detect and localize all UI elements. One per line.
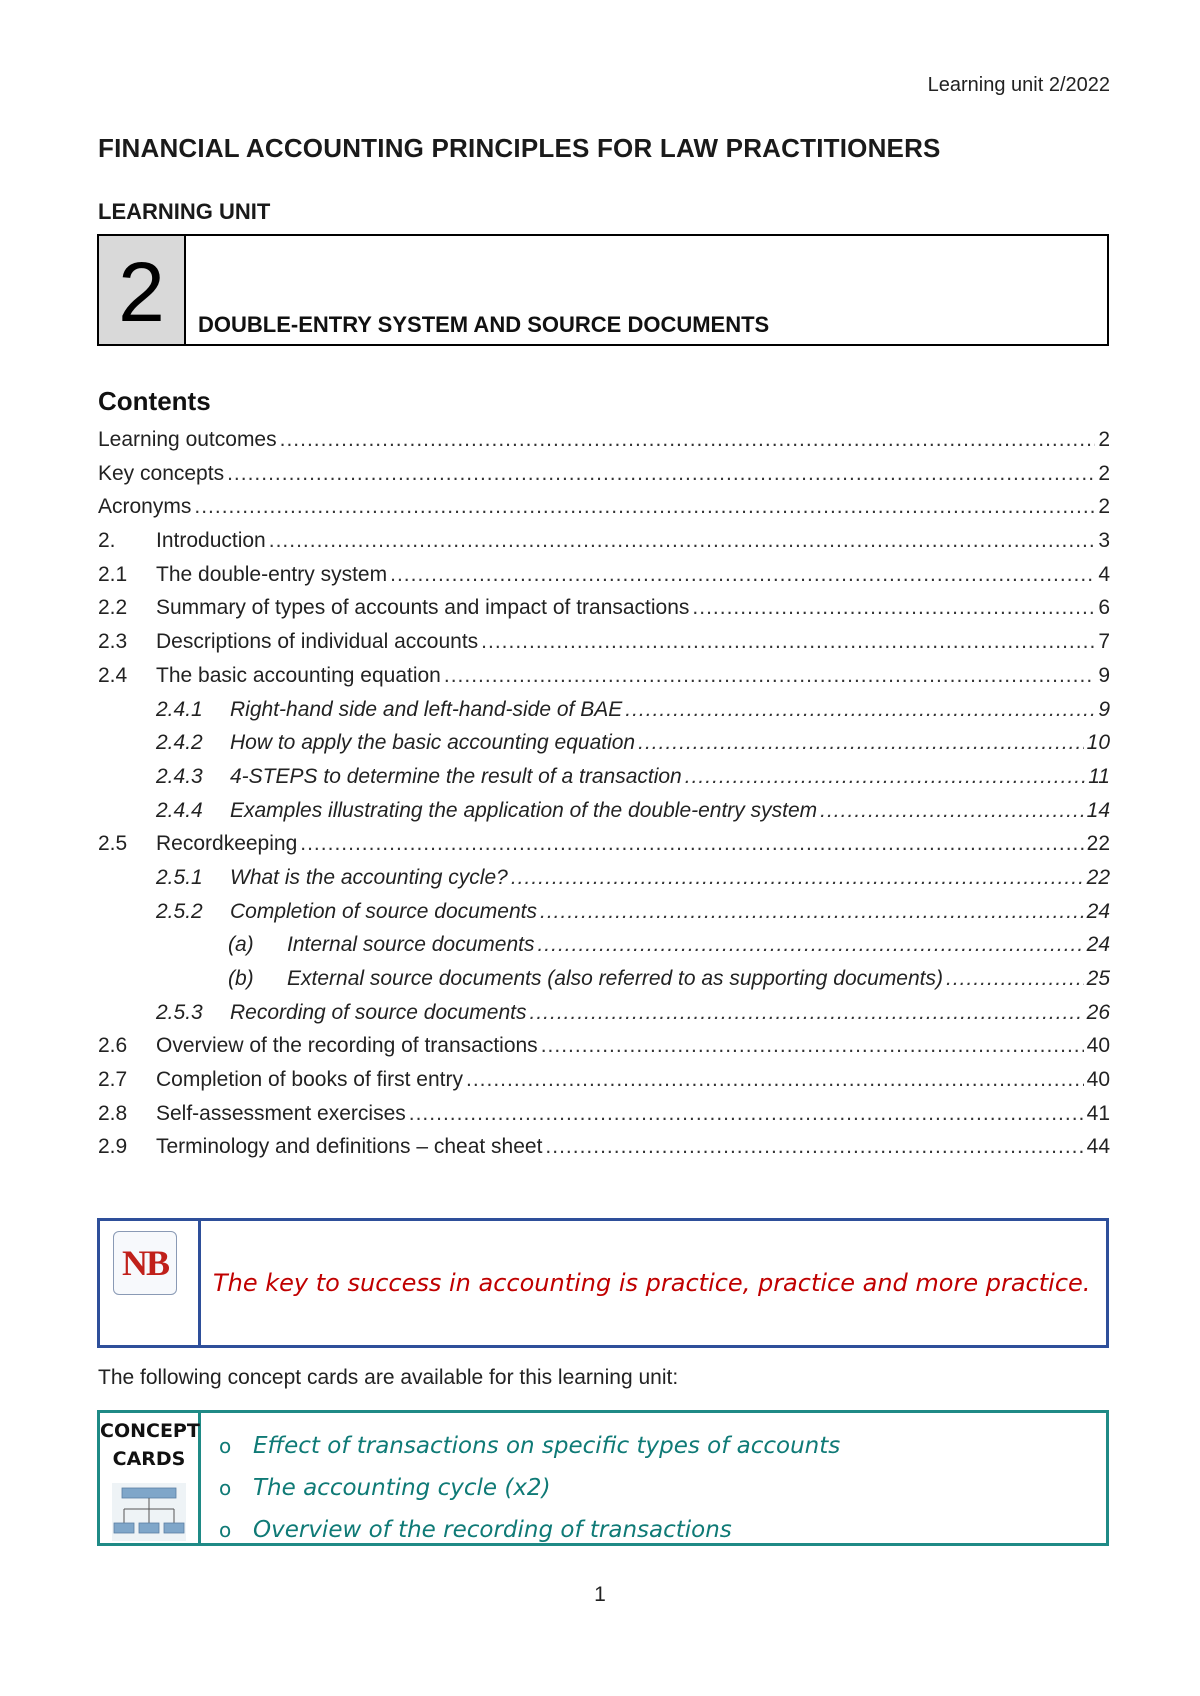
toc-leader-dots [685, 765, 1085, 789]
toc-entry [98, 1068, 1110, 1102]
concept-cards-label-cell [100, 1413, 201, 1543]
concept-cards-intro: The following concept cards are available for this learning unit: [98, 1366, 679, 1389]
document-title: FINANCIAL ACCOUNTING PRINCIPLES FOR LAW PRACTITIONERS [98, 133, 941, 163]
nb-logo-cell [100, 1221, 201, 1345]
toc-entry-number: 2.3 [98, 630, 128, 654]
toc-entry-number: (a) [228, 933, 254, 957]
toc-leader-dots [227, 462, 1095, 486]
toc-entry-title: Learning outcomes [98, 428, 277, 451]
concept-cards-box [97, 1410, 1109, 1546]
toc-entry [98, 967, 1110, 1001]
toc-entry-title: Recordkeeping [156, 832, 298, 856]
toc-entry-page: 2 [1098, 461, 1110, 485]
toc-entry-page: 3 [1098, 529, 1110, 553]
toc-entry [98, 596, 1110, 630]
toc-entry-number: 2.5.1 [156, 865, 203, 889]
toc-entry [98, 428, 1110, 462]
page-number: 1 [594, 1583, 606, 1606]
toc-entry-page: 40 [1086, 1034, 1110, 1058]
toc-entry-title: Key concepts [98, 461, 225, 485]
toc-entry-page: 24 [1086, 899, 1110, 923]
toc-entry-number: 2.1 [98, 562, 128, 586]
toc-leader-dots [481, 630, 1095, 654]
toc-entry-title: How to apply the basic accounting equation [230, 731, 636, 755]
toc-leader-dots [638, 731, 1084, 755]
toc-entry-page: 2 [1098, 495, 1110, 519]
toc-entry-number: 2.5.2 [156, 899, 203, 923]
table-of-contents [98, 428, 1110, 1169]
toc-entry-page: 41 [1086, 1101, 1110, 1125]
concept-cards-list [201, 1413, 840, 1543]
toc-entry-number: 2.4.2 [156, 731, 203, 755]
toc-entry-page: 10 [1086, 731, 1110, 755]
toc-entry [98, 933, 1110, 967]
toc-entry-page: 22 [1086, 832, 1110, 856]
toc-entry-number: 2.4.1 [156, 697, 203, 721]
toc-leader-dots [820, 799, 1084, 823]
toc-entry [98, 1102, 1110, 1136]
learning-unit-label: LEARNING UNIT [98, 199, 271, 224]
toc-leader-dots [409, 1102, 1084, 1126]
toc-entry-title: Descriptions of individual accounts [156, 630, 479, 654]
toc-entry-page: 44 [1086, 1135, 1110, 1159]
toc-entry [98, 1135, 1110, 1169]
toc-entry [98, 799, 1110, 833]
toc-leader-dots [692, 596, 1095, 620]
toc-leader-dots [466, 1068, 1084, 1092]
concept-card-item: o The accounting cycle (x2) [219, 1475, 551, 1501]
toc-entry-title: Summary of types of accounts and impact of transactions [156, 596, 690, 620]
toc-entry-page: 25 [1086, 967, 1110, 990]
toc-entry [98, 495, 1110, 529]
toc-entry-number: 2.4.3 [156, 764, 203, 788]
toc-leader-dots [537, 933, 1083, 957]
toc-entry-title: Recording of source documents [230, 1000, 527, 1024]
toc-leader-dots [280, 428, 1096, 452]
toc-entry-title: Overview of the recording of transactions [156, 1034, 538, 1058]
toc-entry [98, 529, 1110, 563]
toc-entry-number: 2.4.4 [156, 798, 203, 822]
toc-entry-title: 4-STEPS to determine the result of a transaction [230, 764, 682, 788]
toc-entry [98, 630, 1110, 664]
toc-entry-page: 24 [1086, 933, 1110, 957]
toc-leader-dots [194, 495, 1095, 519]
toc-entry [98, 664, 1110, 698]
toc-entry-number: 2.7 [98, 1068, 128, 1092]
nb-icon: NB [113, 1231, 177, 1295]
toc-entry-title: Acronyms [98, 495, 192, 519]
concept-label-line1: CONCEPT [100, 1420, 200, 1442]
toc-entry-title: Terminology and definitions – cheat sheet [156, 1135, 543, 1159]
header-unit-label: Learning unit 2/2022 [927, 74, 1110, 96]
toc-entry-title: Self-assessment exercises [156, 1101, 406, 1125]
toc-entry [98, 900, 1110, 934]
toc-entry-number: 2.8 [98, 1101, 128, 1125]
concept-card-item: o Effect of transactions on specific types of accounts [219, 1433, 841, 1459]
concept-label-line2: CARDS [112, 1448, 186, 1470]
toc-entry-number: 2.9 [98, 1135, 128, 1159]
toc-leader-dots [545, 1135, 1083, 1159]
toc-entry-page: 7 [1098, 630, 1110, 654]
toc-entry-title: Completion of books of first entry [156, 1068, 463, 1092]
toc-entry-number: 2.4 [98, 663, 128, 687]
toc-entry [98, 462, 1110, 496]
toc-entry [98, 698, 1110, 732]
toc-leader-dots [511, 866, 1084, 890]
toc-entry [98, 563, 1110, 597]
contents-heading: Contents [98, 386, 211, 416]
toc-entry-number: 2.5.3 [156, 1000, 203, 1024]
toc-leader-dots [444, 664, 1095, 688]
toc-leader-dots [300, 832, 1083, 856]
toc-entry-page: 4 [1098, 562, 1110, 586]
toc-entry-page: 2 [1098, 428, 1110, 451]
toc-leader-dots [540, 900, 1084, 924]
toc-entry [98, 866, 1110, 900]
nb-callout [97, 1218, 1109, 1348]
toc-leader-dots [530, 1001, 1084, 1025]
toc-entry-number: 2.5 [98, 832, 128, 856]
toc-entry-page: 9 [1098, 663, 1110, 687]
toc-entry-page: 14 [1086, 798, 1110, 822]
toc-entry [98, 1001, 1110, 1035]
toc-entry-title: What is the accounting cycle? [230, 865, 508, 889]
toc-entry-title: The basic accounting equation [156, 663, 441, 687]
toc-entry-page: 11 [1088, 764, 1110, 788]
toc-entry [98, 1034, 1110, 1068]
unit-title-cell [186, 236, 1107, 344]
toc-entry-title: The double-entry system [156, 562, 388, 586]
toc-entry-number: 2. [98, 529, 116, 553]
toc-entry-page: 9 [1098, 697, 1110, 721]
toc-entry-number: 2.6 [98, 1034, 128, 1058]
concept-diagram-icon [112, 1483, 186, 1541]
toc-leader-dots [625, 698, 1095, 722]
toc-entry-page: 6 [1098, 596, 1110, 620]
toc-entry-page: 22 [1086, 865, 1110, 889]
toc-leader-dots [946, 967, 1084, 991]
toc-leader-dots [541, 1034, 1084, 1058]
unit-title: DOUBLE-ENTRY SYSTEM AND SOURCE DOCUMENTS [198, 312, 770, 337]
toc-entry [98, 765, 1110, 799]
toc-entry [98, 731, 1110, 765]
concept-card-item: o Overview of the recording of transactions [219, 1517, 732, 1543]
toc-entry-title: Completion of source documents [230, 899, 537, 923]
toc-entry [98, 832, 1110, 866]
toc-entry-title: Examples illustrating the application of the double-entry system [230, 798, 818, 822]
toc-leader-dots [390, 563, 1095, 587]
unit-title-box [97, 234, 1109, 346]
toc-entry-title: External source documents (also referred to as supporting documents) [287, 967, 943, 990]
toc-entry-number: 2.2 [98, 596, 128, 620]
toc-entry-title: Introduction [156, 529, 266, 553]
toc-entry-title: Internal source documents [287, 933, 535, 957]
toc-entry-page: 26 [1086, 1000, 1110, 1024]
toc-leader-dots [269, 529, 1096, 553]
toc-entry-number: (b) [228, 967, 254, 990]
toc-entry-title: Right-hand side and left-hand-side of BAE [230, 697, 623, 721]
nb-message: The key to success in accounting is practice, practice and more practice. [213, 1269, 1091, 1297]
toc-entry-page: 40 [1086, 1068, 1110, 1092]
unit-number: 2 [99, 236, 186, 344]
